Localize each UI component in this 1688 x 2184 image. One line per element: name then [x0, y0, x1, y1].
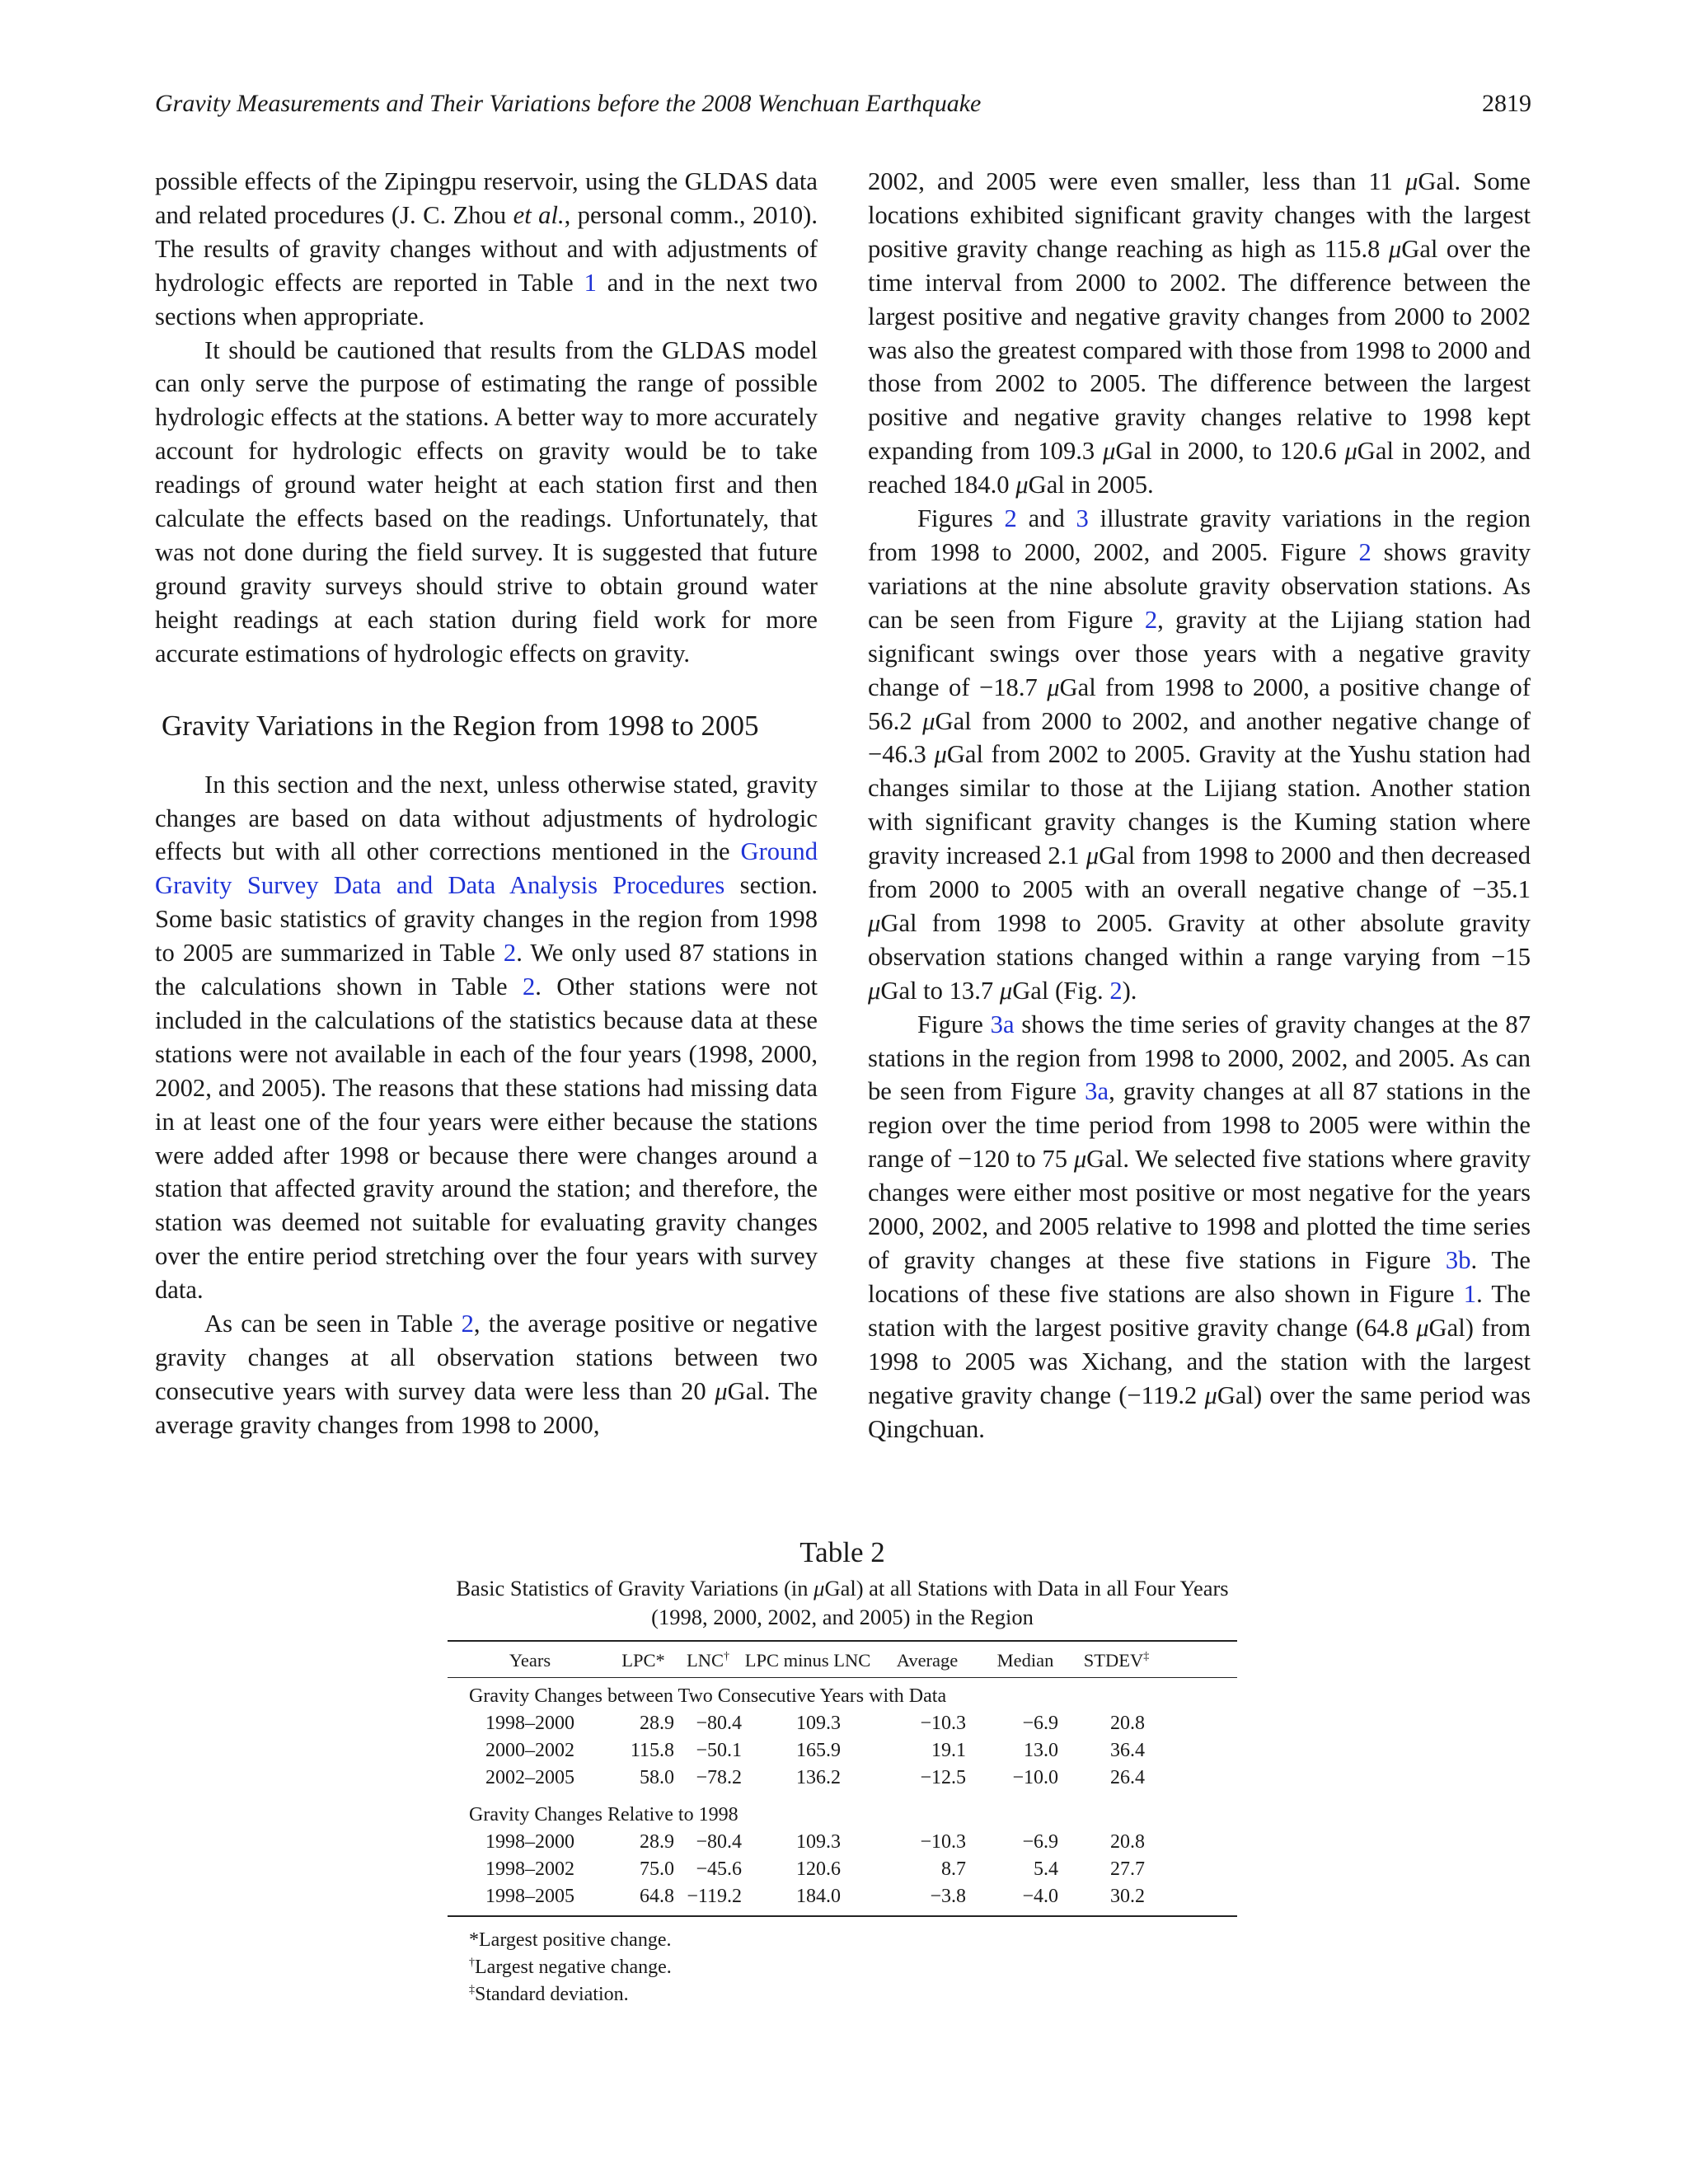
header-lnc: LNC†: [674, 1641, 742, 1678]
table-row: 1998–2000 28.9 −80.4 109.3 −10.3 −6.9 20.8: [485, 1831, 1145, 1853]
section-title: Gravity Variations in the Region from 1998 to 2005: [162, 709, 759, 742]
header-median: Median: [981, 1641, 1070, 1678]
header-years: Years: [448, 1641, 612, 1678]
table-2-link[interactable]: 2: [522, 972, 536, 1001]
figure-3-link[interactable]: 3: [1076, 504, 1089, 533]
running-title: Gravity Measurements and Their Variations before the 2008 Wenchuan Earthquake: [155, 90, 982, 117]
group-title-row: Gravity Changes between Two Consecutive Years with Data: [469, 1685, 947, 1707]
table-row: 2000–2002 115.8 −50.1 165.9 19.1 13.0 36.4: [485, 1740, 1145, 1761]
table-number: Table 2: [799, 1536, 885, 1568]
footnote-lnc: †Largest negative change.: [469, 1957, 672, 1978]
header-stdev: STDEV‡: [1070, 1641, 1163, 1678]
left-column: [155, 165, 818, 1442]
paragraph-section-intro: In this section and the next, unless otherwise stated, gravity changes are based on data without adjustments of hydrologic effects but with all other corrections mentioned in the Ground Gravity Survey Data and Data Analysis Procedures section. Some basic statistics of gravity changes in the region from 1998 to 2005 are summarized in Table 2. We only used 87 stations in the calculations shown in Table 2. Other stations were not included in the calculations of the statistics because data at these stations were not available in each of the four years (1998, 2000, 2002, and 2005). The reasons that these stations had missing data in at least one of the four years were either because the stations were added after 1998 or because there were changes around a station that affected gravity around the station; and therefore, the station was deemed not suitable for evaluating gravity changes over the entire period stretching over the four years with survey data.: [155, 770, 818, 1305]
table-row: 1998–2002 75.0 −45.6 120.6 8.7 5.4 27.7: [485, 1858, 1145, 1880]
table-row: 2002–2005 58.0 −78.2 136.2 −12.5 −10.0 26.4: [485, 1767, 1145, 1788]
paragraph-figure-3a: Figure 3a shows the time series of gravity changes at the 87 stations in the region from 1998 to 2000, 2002, and 2005. As can be seen from Figure 3a, gravity changes at all 87 stations in the region over the time period from 1998 to 2005 were within the range of −120 to 75 μGal. We selected five stations where gravity changes were either most positive or most negative for the years 2000, 2002, and 2005 relative to 1998 and plotted the time series of gravity changes at these five stations in Figure 3b. The locations of these five stations are also shown in Figure 1. The station with the largest positive gravity change (64.8 μGal) from 1998 to 2005 was Xichang, and the station with the largest negative gravity change (−119.2 μGal) over the same period was Qingchuan.: [868, 1010, 1531, 1443]
table-2-link[interactable]: 2: [461, 1310, 474, 1338]
paragraph-figures-2-3: Figures 2 and 3 illustrate gravity variations in the region from 1998 to 2000, 2002, and 2005. Figure 2 shows gravity variations at the nine absolute gravity observation stations. As can be seen from Figure 2, gravity at the Lijiang station had significant swings over those years with a negative gravity change of −18.7 μGal from 1998 to 2000, a positive change of 56.2 μGal from 2000 to 2002, and another negative change of −46.3 μGal from 2002 to 2005. Gravity at the Yushu station had changes similar to those at the Lijiang station. Another station with significant gravity changes is the Kuming station where gravity increased 2.1 μGal from 1998 to 2000 and then decreased from 2000 to 2005 with an overall negative change of −35.1 μGal from 1998 to 2005. Gravity at other absolute gravity observation stations changed within a range varying from −15 μGal to 13.7 μGal (Fig. 2).: [868, 504, 1531, 1005]
statistics-table: [448, 1640, 1237, 1917]
table-1-link[interactable]: 1: [584, 268, 597, 297]
figure-2-link[interactable]: 2: [1358, 537, 1372, 566]
figure-3a-link[interactable]: 3a: [990, 1010, 1015, 1038]
group-title-row: Gravity Changes Relative to 1998: [469, 1804, 738, 1825]
table-footnotes: [448, 1927, 1237, 2008]
header-average: Average: [874, 1641, 981, 1678]
table-row: 1998–2005 64.8 −119.2 184.0 −3.8 −4.0 30.2: [485, 1886, 1145, 1907]
table-2-link[interactable]: 2: [503, 939, 517, 968]
footnote-lpc: *Largest positive change.: [469, 1929, 672, 1951]
page-number: 2819: [1482, 90, 1531, 117]
figure-2-link[interactable]: 2: [1109, 976, 1123, 1005]
table-header-row: [448, 1641, 1237, 1678]
figure-3a-link[interactable]: 3a: [1085, 1077, 1109, 1106]
figure-2-link[interactable]: 2: [1004, 504, 1017, 533]
figure-3b-link[interactable]: 3b: [1445, 1246, 1471, 1274]
right-column: [868, 165, 1531, 1446]
section-link-ground-gravity-survey[interactable]: Ground Gravity Survey Data and Data Analysis Procedures: [155, 837, 818, 900]
paragraph-average-changes: As can be seen in Table 2, the average positive or negative gravity changes at all observation stations between two consecutive years with survey data were less than 20 μGal. The average gravity changes from 1998 to 2000,: [155, 1310, 818, 1439]
table-caption: Basic Statistics of Gravity Variations (in μGal) at all Stations with Data in all Four Years (1998, 2000, 2002, and 2005) in the Region: [456, 1576, 1229, 1629]
table-2: [448, 1535, 1237, 2008]
header-lpc: LPC*: [612, 1641, 674, 1678]
paragraph-hydrologic-results: possible effects of the Zipingpu reservoir, using the GLDAS data and related procedures (J. C. Zhou et al., personal comm., 2010). The results of gravity changes without and with adjustments of hydrologic effects are reported in Table 1 and in the next two sections when appropriate.: [155, 167, 818, 330]
running-header: [155, 86, 1531, 122]
paragraph-significant-changes: 2002, and 2005 were even smaller, less than 11 μGal. Some locations exhibited significant gravity changes with the largest positive gravity change reaching as high as 115.8 μGal over the time interval from 2000 to 2002. The difference between the largest positive and negative gravity changes from 2000 to 2002 was also the greatest compared with those from 1998 to 2000 and those from 2002 to 2005. The difference between the largest positive and negative gravity changes relative to 1998 kept expanding from 109.3 μGal in 2000, to 120.6 μGal in 2002, and reached 184.0 μGal in 2005.: [868, 167, 1531, 499]
figure-2-link[interactable]: 2: [1144, 605, 1158, 634]
paragraph-gldas-caution: It should be cautioned that results from the GLDAS model can only serve the purpose of estimating the range of possible hydrologic effects at the stations. A better way to more accurately account for hydrologic effects on gravity would be to take readings of ground water height at each station first and then calculate the effects based on the readings. Unfortunately, that was not done during the field survey. It is suggested that future ground gravity surveys should strive to obtain ground water height readings at each station during field work for more accurate estimations of hydrologic effects on gravity.: [155, 335, 818, 668]
footnote-stdev: ‡Standard deviation.: [469, 1984, 629, 2005]
table-row: 1998–2000 28.9 −80.4 109.3 −10.3 −6.9 20.8: [485, 1713, 1145, 1734]
figure-1-link[interactable]: 1: [1463, 1279, 1477, 1308]
header-lpc-minus-lnc: LPC minus LNC: [742, 1641, 874, 1678]
